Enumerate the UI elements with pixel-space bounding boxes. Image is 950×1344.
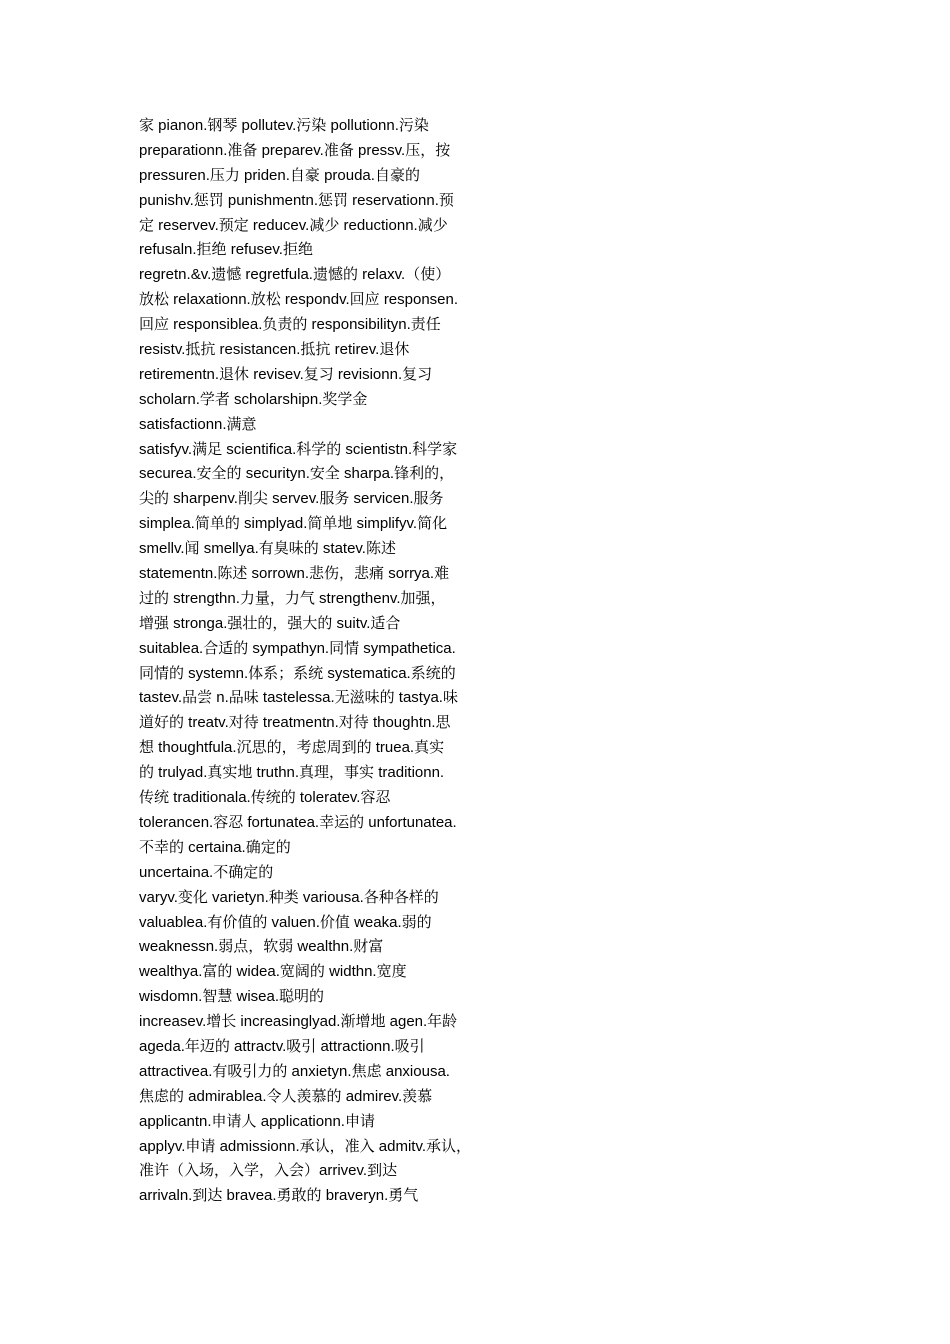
text-line: 尖的 sharpenv.削尖 servev.服务 servicen.服务 — [139, 490, 444, 508]
text-line: increasev.增长 increasinglyad.渐增地 agen.年龄 — [139, 1013, 458, 1031]
text-line: 回应 responsiblea.负责的 responsibilityn.责任 — [139, 316, 441, 334]
vocabulary-text — [139, 114, 511, 1209]
text-line: 放松 relaxationn.放松 respondv.回应 responsen. — [139, 291, 459, 309]
text-line: 定 reservev.预定 reducev.减少 reductionn.减少 — [139, 216, 448, 234]
text-line: smellv.闻 smellya.有臭味的 statev.陈述 — [139, 540, 396, 558]
text-line: suitablea.合适的 sympathyn.同情 sympathetica. — [139, 639, 456, 657]
text-line: pressuren.压力 priden.自豪 prouda.自豪的 — [139, 166, 420, 184]
text-line: 准许（入场，入学，入会）arrivev.到达 — [139, 1162, 398, 1180]
text-line: refusaln.拒绝 refusev.拒绝 — [139, 241, 313, 259]
text-line: uncertaina.不确定的 — [139, 863, 274, 881]
text-line: 焦虑的 admirablea.令人羡慕的 admirev.羡慕 — [139, 1087, 433, 1105]
text-line: varyv.变化 varietyn.种类 variousa.各种各样的 — [139, 888, 439, 906]
text-line: 家 pianon.钢琴 pollutev.污染 pollutionn.污染 — [139, 117, 429, 134]
text-line: statementn.陈述 sorrown.悲伤，悲痛 sorrya.难 — [139, 565, 450, 583]
text-line: securea.安全的 securityn.安全 sharpa.锋利的， — [139, 465, 455, 483]
text-line: arrivaln.到达 bravea.勇敢的 braveryn.勇气 — [139, 1187, 419, 1205]
text-line: applyv.申请 admissionn.承认，准入 admitv.承认， — [139, 1137, 472, 1155]
text-line: 的 trulyad.真实地 truthn.真理，事实 traditionn. — [139, 764, 445, 782]
text-line: punishv.惩罚 punishmentn.惩罚 reservationn.预 — [139, 191, 454, 209]
text-line: scholarn.学者 scholarshipn.奖学金 — [139, 390, 368, 408]
text-line: wisdomn.智慧 wisea.聪明的 — [139, 988, 325, 1006]
text-line: regretn.&v.遗憾 regretfula.遗憾的 relaxv.（使） — [139, 266, 451, 284]
text-line: ageda.年迈的 attractv.吸引 attractionn.吸引 — [139, 1037, 425, 1055]
text-line: 同情的 systemn.体系；系统 systematica.系统的 — [139, 664, 456, 682]
text-line: satisfactionn.满意 — [139, 415, 257, 433]
text-line: tolerancen.容忍 fortunatea.幸运的 unfortunatea. — [139, 813, 457, 831]
text-line: applicantn.申请人 applicationn.申请 — [139, 1112, 375, 1130]
text-line: preparationn.准备 preparev.准备 pressv.压，按 — [139, 141, 451, 159]
text-line: 增强 stronga.强壮的，强大的 suitv.适合 — [139, 614, 401, 632]
text-line: retirementn.退休 revisev.复习 revisionn.复习 — [139, 365, 433, 383]
text-line: simplea.简单的 simplyad.简单地 simplifyv.简化 — [139, 515, 448, 533]
text-line: wealthya.富的 widea.宽阔的 widthn.宽度 — [139, 963, 407, 981]
text-line: satisfyv.满足 scientifica.科学的 scientistn.科学家 — [139, 440, 458, 458]
text-line: 不幸的 certaina.确定的 — [139, 838, 291, 856]
text-line: tastev.品尝 n.品味 tastelessa.无滋味的 tastya.味 — [139, 689, 458, 707]
text-line: resistv.抵抗 resistancen.抵抗 retirev.退休 — [139, 341, 410, 359]
text-line: weaknessn.弱点，软弱 wealthn.财富 — [139, 938, 384, 956]
text-line: valuablea.有价值的 valuen.价值 weaka.弱的 — [139, 913, 432, 931]
text-line: 过的 strengthn.力量，力气 strengthenv.加强， — [139, 589, 446, 607]
text-line: 想 thoughtfula.沉思的，考虑周到的 truea.真实 — [139, 739, 445, 757]
text-line: 传统 traditionala.传统的 toleratev.容忍 — [139, 789, 391, 807]
text-line: attractivea.有吸引力的 anxietyn.焦虑 anxiousa. — [139, 1062, 450, 1080]
text-line: 道好的 treatv.对待 treatmentn.对待 thoughtn.思 — [139, 714, 451, 732]
